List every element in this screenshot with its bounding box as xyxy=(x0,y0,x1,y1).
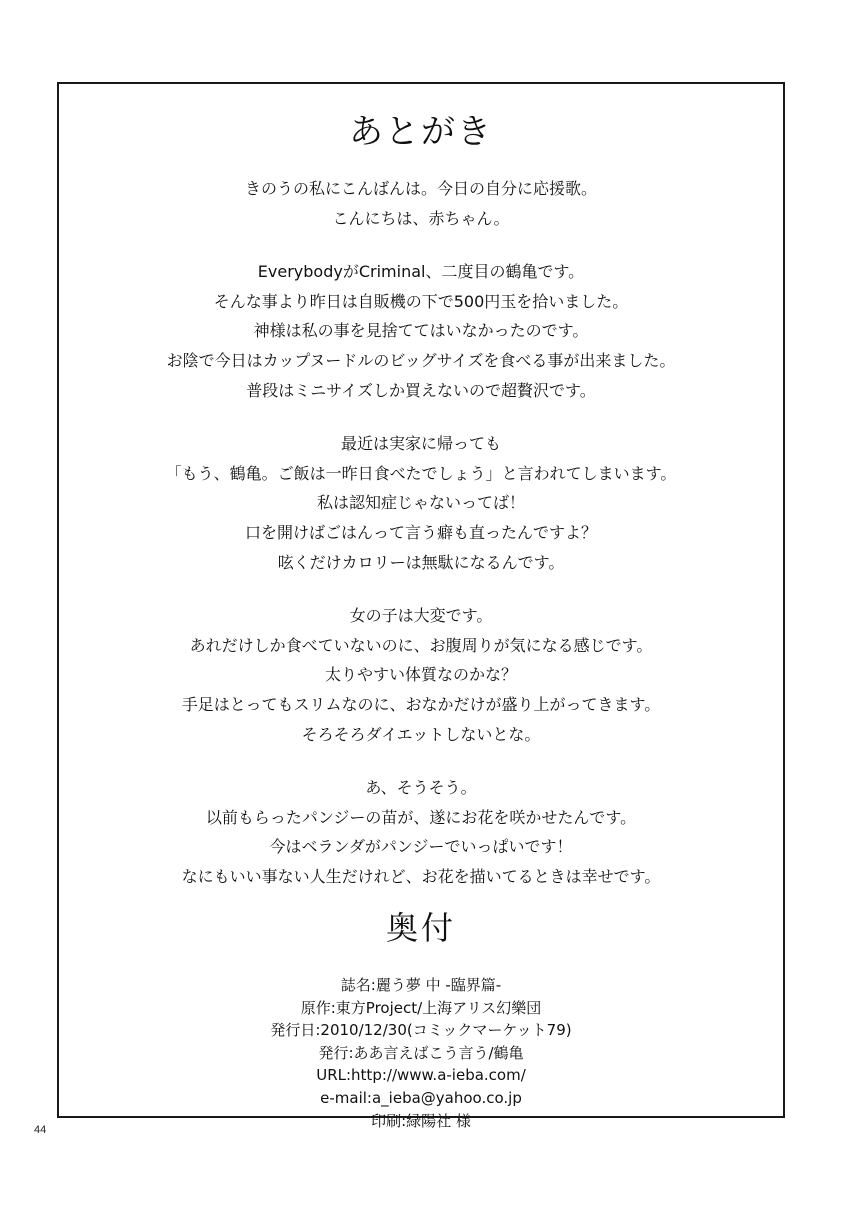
text-line: 最近は実家に帰っても xyxy=(340,434,501,454)
text-line: そろそろダイエットしないとな。 xyxy=(301,724,541,744)
text-line: なにもいい事ない人生だけれど、お花を描いてるときは幸せです。 xyxy=(181,866,661,886)
text-line: 「もう、鶴亀。ご飯は一昨日食べたでしょう」と言われてしまいます。 xyxy=(165,463,677,483)
text-line: 神様は私の事を見捨ててはいなかったのです。 xyxy=(253,321,589,341)
colophon-details xyxy=(57,974,785,1132)
colophon-line-original-work: 原作:東方Project/上海アリス幻樂団 xyxy=(300,998,542,1017)
text-line: あ、そうそう。 xyxy=(365,778,477,798)
afterword-paragraph-5 xyxy=(57,773,785,891)
colophon-line-email: e-mail:a_ieba@yahoo.co.jp xyxy=(320,1088,522,1107)
afterword-paragraph-1 xyxy=(57,174,785,233)
page-content xyxy=(57,82,785,1132)
text-line: こんにちは、赤ちゃん。 xyxy=(332,208,510,228)
colophon-title: 奥付 xyxy=(385,909,456,948)
colophon-line-publisher: 発行:ああ言えばこう言う/鶴亀 xyxy=(318,1043,524,1062)
text-line: あれだけしか食べていないのに、お腹周りが気になる感じです。 xyxy=(189,635,653,655)
text-line: お陰で今日はカップヌードルのビッグサイズを食べる事が出来ました。 xyxy=(166,350,676,370)
colophon-line-publish-date: 発行日:2010/12/30(コミックマーケット79) xyxy=(270,1021,572,1040)
text-line: 太りやすい体質なのかな？ xyxy=(324,665,517,685)
text-line: 普段はミニサイズしか買えないので超贅沢です。 xyxy=(246,380,596,400)
text-line: 手足はとってもスリムなのに、おなかだけが盛り上がってきます。 xyxy=(181,694,661,714)
text-line: 女の子は大変です。 xyxy=(349,606,493,626)
text-line: 私は認知症じゃないってば！ xyxy=(316,493,525,513)
colophon-line-url: URL:http://www.a-ieba.com/ xyxy=(316,1066,526,1085)
afterword-paragraph-2 xyxy=(57,257,785,405)
text-line: きのうの私にこんばんは。今日の自分に応援歌。 xyxy=(244,179,597,198)
colophon-line-title: 誌名:麗う夢 中 -臨界篇- xyxy=(340,976,502,995)
text-line: EverybodyがCriminal、二度目の鶴亀です。 xyxy=(257,262,585,282)
text-line: 口を開けばごはんって言う癖も直ったんですよ？ xyxy=(244,522,597,542)
text-line: 今はベランダがパンジーでいっぱいです！ xyxy=(269,837,573,857)
text-line: 呟くだけカロリーは無駄になるんです。 xyxy=(277,552,565,572)
text-line: そんな事より昨日は自販機の下で500円玉を拾いました。 xyxy=(213,291,629,311)
colophon-line-printer: 印刷:緑陽社 様 xyxy=(371,1111,471,1130)
afterword-paragraph-3 xyxy=(57,429,785,577)
afterword-paragraph-4 xyxy=(57,601,785,749)
afterword-title: あとがき xyxy=(349,112,493,152)
page-number: 44 xyxy=(34,1124,47,1136)
text-line: 以前もらったパンジーの苗が、遂にお花を咲かせたんです。 xyxy=(205,807,637,827)
